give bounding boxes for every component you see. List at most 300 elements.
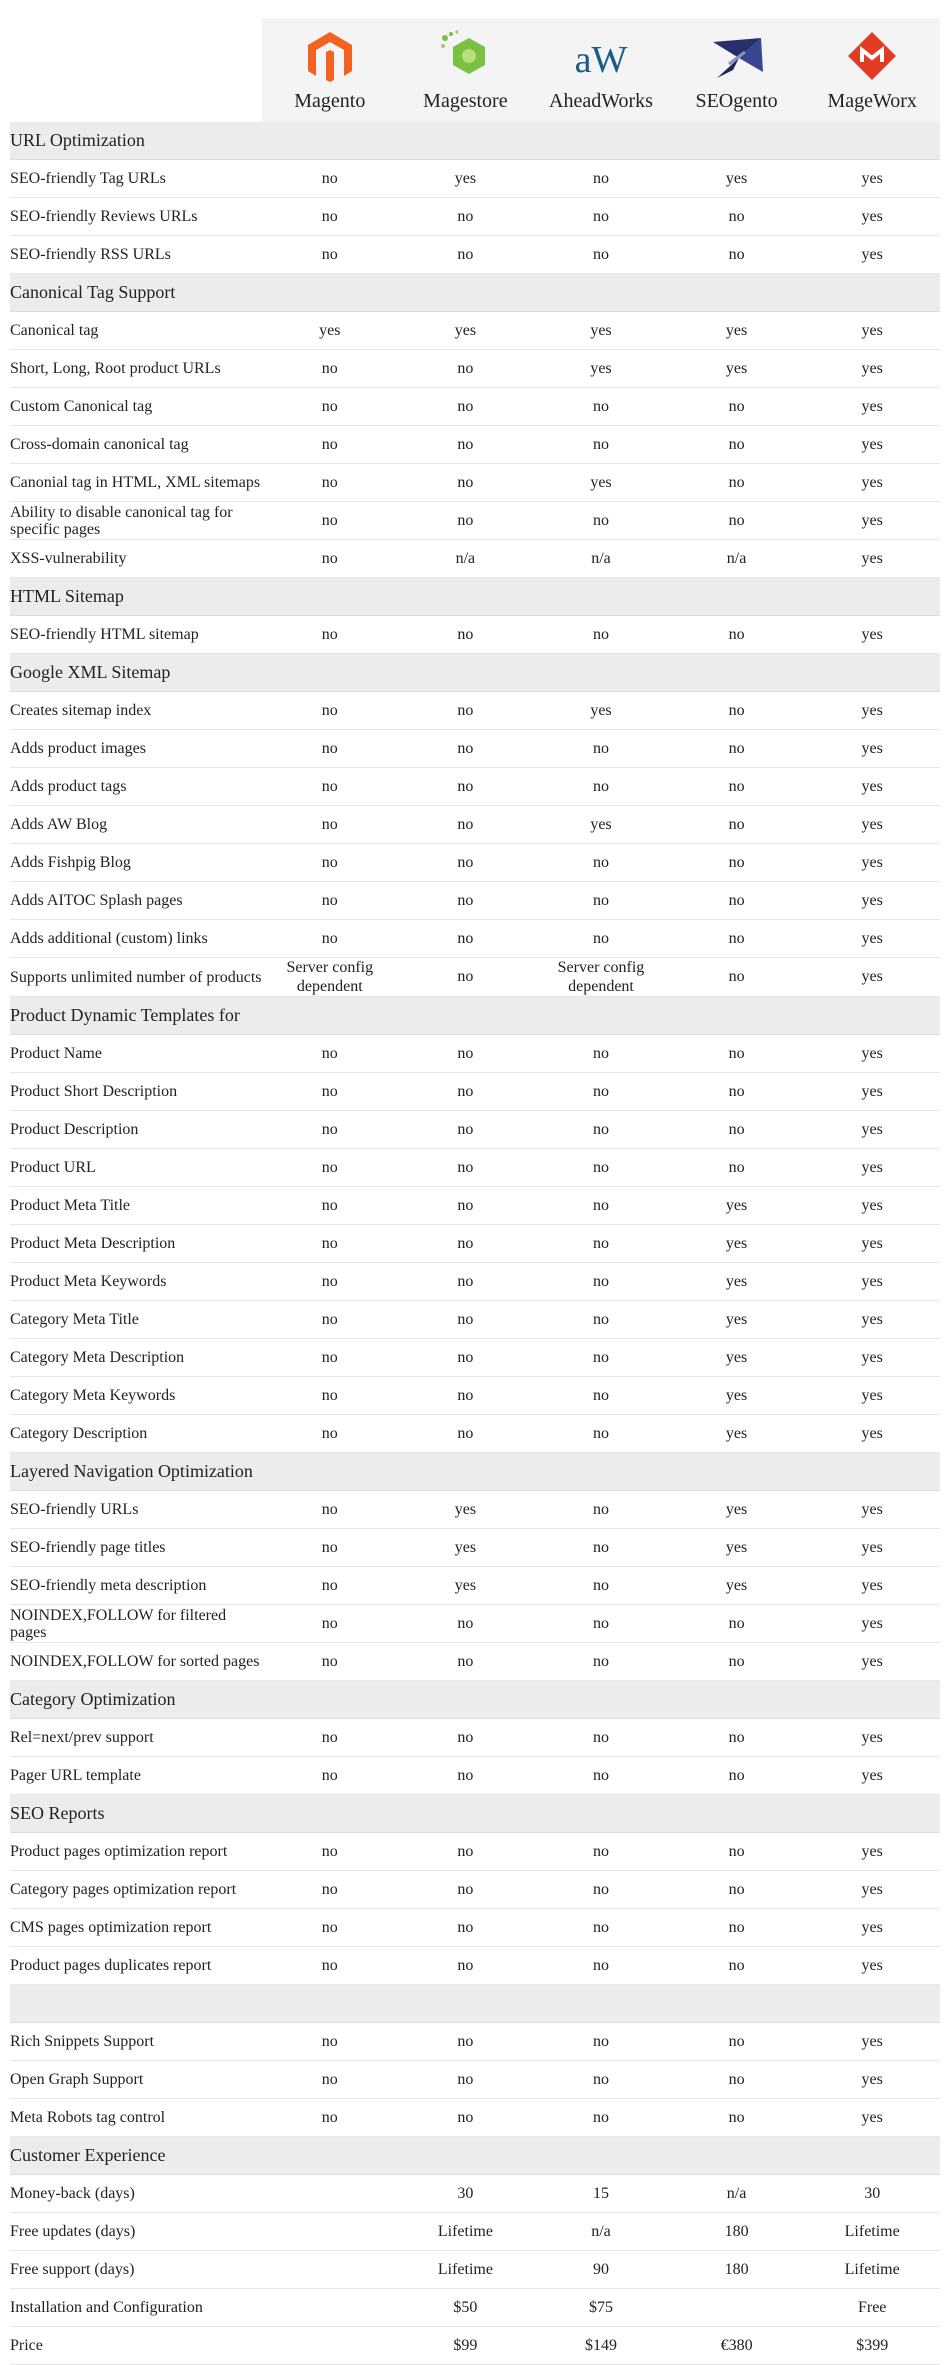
value-cell-seogento: no (669, 1909, 805, 1947)
value-cell-aheadworks: no (533, 1035, 669, 1073)
value-cell-mageworx: yes (804, 882, 940, 920)
feature-label: Category Meta Description (10, 1339, 262, 1377)
value-cell-magento: no (262, 426, 398, 464)
feature-row (10, 1149, 940, 1187)
value-cell-mageworx: yes (804, 1301, 940, 1339)
value-cell-magento: no (262, 882, 398, 920)
value-cell-magento: no (262, 1225, 398, 1263)
value-cell-magento: no (262, 1947, 398, 1985)
value-cell-magestore: no (398, 236, 534, 274)
value-cell-aheadworks: no (533, 844, 669, 882)
value-cell-mageworx: yes (804, 312, 940, 350)
section-title: URL Optimization (10, 122, 940, 160)
value-cell-seogento: no (669, 768, 805, 806)
value-cell-seogento: no (669, 1719, 805, 1757)
section-header-row (10, 274, 940, 312)
feature-label: Product Meta Description (10, 1225, 262, 1263)
value-cell-magento: no (262, 1833, 398, 1871)
value-cell-seogento: no (669, 1073, 805, 1111)
feature-label: Product pages optimization report (10, 1833, 262, 1871)
vendor-name: AheadWorks (549, 89, 653, 112)
feature-label: XSS-vulnerability (10, 540, 262, 578)
feature-row (10, 1643, 940, 1681)
value-cell-aheadworks: no (533, 426, 669, 464)
section-title: Customer Experience (10, 2137, 940, 2175)
value-cell-seogento: no (669, 2099, 805, 2137)
value-cell-mageworx: yes (804, 1339, 940, 1377)
feature-row (10, 2289, 940, 2327)
value-cell-aheadworks: no (533, 1719, 669, 1757)
section-title: Category Optimization (10, 1681, 940, 1719)
value-cell-magestore: no (398, 464, 534, 502)
value-cell-mageworx: yes (804, 1909, 940, 1947)
feature-label: Product Meta Title (10, 1187, 262, 1225)
value-cell-seogento: yes (669, 312, 805, 350)
value-cell-aheadworks: no (533, 1757, 669, 1795)
vendor-seogento (669, 18, 805, 122)
value-cell-magento: no (262, 160, 398, 198)
feature-label: Product URL (10, 1149, 262, 1187)
feature-row (10, 616, 940, 654)
feature-row (10, 1301, 940, 1339)
value-cell-mageworx: Free (804, 2289, 940, 2327)
value-cell-magestore: no (398, 1833, 534, 1871)
value-cell-magestore: no (398, 1605, 534, 1643)
value-cell-seogento: no (669, 236, 805, 274)
value-cell-aheadworks: no (533, 1567, 669, 1605)
feature-row (10, 806, 940, 844)
value-cell-aheadworks: yes (533, 806, 669, 844)
vendor-aheadworks (533, 18, 669, 122)
value-cell-magestore: yes (398, 312, 534, 350)
value-cell-aheadworks: no (533, 1529, 669, 1567)
value-cell-magestore: no (398, 1871, 534, 1909)
value-cell-magestore: no (398, 730, 534, 768)
feature-row (10, 1909, 940, 1947)
aheadworks-logo-icon (573, 28, 629, 84)
value-cell-mageworx: yes (804, 920, 940, 958)
value-cell-magento: no (262, 2061, 398, 2099)
value-cell-aheadworks: no (533, 616, 669, 654)
value-cell-mageworx: yes (804, 1567, 940, 1605)
value-cell-seogento: no (669, 388, 805, 426)
feature-label: Canonical tag (10, 312, 262, 350)
value-cell-seogento: yes (669, 1567, 805, 1605)
value-cell-magestore: no (398, 1415, 534, 1453)
value-cell-aheadworks: yes (533, 464, 669, 502)
feature-row (10, 1035, 940, 1073)
section-header-row (10, 1453, 940, 1491)
vendor-name: Magento (294, 89, 366, 112)
value-cell-seogento: n/a (669, 2175, 805, 2213)
value-cell-seogento: no (669, 616, 805, 654)
value-cell-magento: no (262, 1187, 398, 1225)
value-cell-seogento: yes (669, 1377, 805, 1415)
value-cell-magestore: no (398, 844, 534, 882)
value-cell-magestore: no (398, 1947, 534, 1985)
value-cell-seogento: no (669, 1757, 805, 1795)
value-cell-magento (262, 2251, 398, 2289)
value-cell-magento: Server config dependent (262, 958, 398, 997)
comparison-table (10, 18, 940, 2365)
feature-label: SEO-friendly URLs (10, 1491, 262, 1529)
value-cell-magestore: no (398, 958, 534, 997)
value-cell-mageworx: yes (804, 1415, 940, 1453)
value-cell-seogento: no (669, 198, 805, 236)
value-cell-seogento: no (669, 844, 805, 882)
feature-label: Free updates (days) (10, 2213, 262, 2251)
value-cell-magestore: no (398, 502, 534, 540)
value-cell-magestore: 30 (398, 2175, 534, 2213)
value-cell-seogento: no (669, 1111, 805, 1149)
value-cell-aheadworks: no (533, 198, 669, 236)
value-cell-mageworx: yes (804, 730, 940, 768)
feature-label: SEO-friendly Tag URLs (10, 160, 262, 198)
section-header-row (10, 578, 940, 616)
value-cell-seogento: no (669, 1833, 805, 1871)
section-title: Product Dynamic Templates for (10, 997, 940, 1035)
value-cell-magento: no (262, 1605, 398, 1643)
value-cell-mageworx: yes (804, 1111, 940, 1149)
value-cell-seogento: yes (669, 1187, 805, 1225)
header-blank (10, 18, 262, 122)
value-cell-magento: no (262, 1339, 398, 1377)
feature-label: Product Meta Keywords (10, 1263, 262, 1301)
value-cell-seogento (669, 2289, 805, 2327)
feature-row (10, 730, 940, 768)
feature-label: Installation and Configuration (10, 2289, 262, 2327)
value-cell-magestore: $99 (398, 2327, 534, 2365)
value-cell-aheadworks: $149 (533, 2327, 669, 2365)
feature-row (10, 1567, 940, 1605)
value-cell-seogento: yes (669, 350, 805, 388)
value-cell-aheadworks: no (533, 1111, 669, 1149)
feature-label: Adds AW Blog (10, 806, 262, 844)
feature-row (10, 2327, 940, 2365)
value-cell-magestore: no (398, 1301, 534, 1339)
value-cell-magestore: no (398, 692, 534, 730)
feature-row (10, 882, 940, 920)
feature-label: Ability to disable canonical tag for specific pages (10, 502, 262, 540)
value-cell-mageworx: 30 (804, 2175, 940, 2213)
value-cell-magento: no (262, 1149, 398, 1187)
value-cell-aheadworks: no (533, 1073, 669, 1111)
feature-label: Product pages duplicates report (10, 1947, 262, 1985)
value-cell-aheadworks: yes (533, 350, 669, 388)
feature-row (10, 1187, 940, 1225)
value-cell-magento: no (262, 768, 398, 806)
value-cell-mageworx: yes (804, 1149, 940, 1187)
value-cell-mageworx: yes (804, 1643, 940, 1681)
feature-row (10, 1833, 940, 1871)
vendor-header-row (10, 18, 940, 122)
value-cell-magestore: no (398, 198, 534, 236)
feature-label: NOINDEX,FOLLOW for filtered pages (10, 1605, 262, 1643)
value-cell-aheadworks: no (533, 2099, 669, 2137)
value-cell-magestore: no (398, 1377, 534, 1415)
feature-row (10, 1757, 940, 1795)
value-cell-aheadworks: no (533, 882, 669, 920)
value-cell-magestore: no (398, 2061, 534, 2099)
svg-text:aW: aW (574, 38, 628, 81)
vendor-mageworx (804, 18, 940, 122)
value-cell-magento: no (262, 388, 398, 426)
value-cell-mageworx: yes (804, 1225, 940, 1263)
feature-label: Product Description (10, 1111, 262, 1149)
value-cell-magestore: no (398, 1339, 534, 1377)
feature-row (10, 2061, 940, 2099)
feature-label: SEO-friendly HTML sitemap (10, 616, 262, 654)
value-cell-magento: no (262, 844, 398, 882)
feature-row (10, 312, 940, 350)
value-cell-seogento: 180 (669, 2251, 805, 2289)
value-cell-magento: no (262, 1377, 398, 1415)
vendor-name: Magestore (423, 89, 508, 112)
value-cell-mageworx: yes (804, 1605, 940, 1643)
mageworx-logo-icon (844, 28, 900, 84)
feature-row (10, 1415, 940, 1453)
value-cell-mageworx: yes (804, 1073, 940, 1111)
value-cell-magestore: no (398, 920, 534, 958)
feature-row (10, 692, 940, 730)
value-cell-magento: no (262, 1909, 398, 1947)
value-cell-seogento: no (669, 426, 805, 464)
feature-row (10, 464, 940, 502)
value-cell-mageworx: yes (804, 616, 940, 654)
value-cell-magento: no (262, 236, 398, 274)
value-cell-magestore: no (398, 350, 534, 388)
feature-row (10, 1073, 940, 1111)
feature-row (10, 502, 940, 540)
value-cell-seogento: yes (669, 1339, 805, 1377)
value-cell-magento: no (262, 806, 398, 844)
value-cell-seogento: no (669, 882, 805, 920)
value-cell-magestore: no (398, 1719, 534, 1757)
value-cell-magestore: yes (398, 1567, 534, 1605)
vendor-name: MageWorx (827, 89, 917, 112)
value-cell-aheadworks: 15 (533, 2175, 669, 2213)
feature-label: SEO-friendly RSS URLs (10, 236, 262, 274)
section-title: Canonical Tag Support (10, 274, 940, 312)
value-cell-aheadworks: no (533, 1643, 669, 1681)
value-cell-seogento: no (669, 806, 805, 844)
feature-row (10, 2099, 940, 2137)
value-cell-aheadworks: no (533, 1947, 669, 1985)
section-title: SEO Reports (10, 1795, 940, 1833)
value-cell-seogento: no (669, 2061, 805, 2099)
value-cell-aheadworks: no (533, 236, 669, 274)
feature-row (10, 1947, 940, 1985)
feature-row (10, 920, 940, 958)
feature-row (10, 1263, 940, 1301)
feature-row (10, 2023, 940, 2061)
value-cell-magestore: no (398, 806, 534, 844)
value-cell-aheadworks: no (533, 2023, 669, 2061)
feature-label: Open Graph Support (10, 2061, 262, 2099)
vendor-magestore (398, 18, 534, 122)
value-cell-mageworx: yes (804, 502, 940, 540)
feature-label: SEO-friendly page titles (10, 1529, 262, 1567)
value-cell-aheadworks: no (533, 1301, 669, 1339)
value-cell-magestore: no (398, 1149, 534, 1187)
value-cell-seogento: 180 (669, 2213, 805, 2251)
value-cell-mageworx: Lifetime (804, 2213, 940, 2251)
value-cell-seogento: yes (669, 1491, 805, 1529)
value-cell-magestore: Lifetime (398, 2213, 534, 2251)
value-cell-aheadworks: no (533, 1833, 669, 1871)
section-title: Google XML Sitemap (10, 654, 940, 692)
value-cell-mageworx: yes (804, 2061, 940, 2099)
section-header-row (10, 997, 940, 1035)
value-cell-aheadworks: n/a (533, 2213, 669, 2251)
feature-row (10, 1339, 940, 1377)
feature-label: Free support (days) (10, 2251, 262, 2289)
feature-label: Rich Snippets Support (10, 2023, 262, 2061)
value-cell-magento: no (262, 1111, 398, 1149)
value-cell-magestore: yes (398, 1529, 534, 1567)
feature-label: Supports unlimited number of products (10, 958, 262, 997)
value-cell-aheadworks: 90 (533, 2251, 669, 2289)
feature-label: SEO-friendly Reviews URLs (10, 198, 262, 236)
value-cell-magestore: yes (398, 1491, 534, 1529)
feature-label: Short, Long, Root product URLs (10, 350, 262, 388)
value-cell-mageworx: yes (804, 426, 940, 464)
value-cell-mageworx: yes (804, 1757, 940, 1795)
value-cell-mageworx: $399 (804, 2327, 940, 2365)
value-cell-magestore: Lifetime (398, 2251, 534, 2289)
value-cell-seogento: no (669, 1643, 805, 1681)
value-cell-mageworx: yes (804, 958, 940, 997)
value-cell-magestore: no (398, 426, 534, 464)
feature-label: Category Meta Keywords (10, 1377, 262, 1415)
value-cell-magento: yes (262, 312, 398, 350)
feature-label: Canonial tag in HTML, XML sitemaps (10, 464, 262, 502)
value-cell-magestore: no (398, 1643, 534, 1681)
value-cell-mageworx: yes (804, 2023, 940, 2061)
feature-label: Meta Robots tag control (10, 2099, 262, 2137)
value-cell-aheadworks: no (533, 1605, 669, 1643)
feature-row (10, 160, 940, 198)
value-cell-magento: no (262, 1035, 398, 1073)
section-header-row (10, 1681, 940, 1719)
feature-row (10, 1719, 940, 1757)
feature-label: Adds AITOC Splash pages (10, 882, 262, 920)
feature-label: Category Description (10, 1415, 262, 1453)
value-cell-magento: no (262, 616, 398, 654)
feature-row (10, 844, 940, 882)
value-cell-magento (262, 2289, 398, 2327)
value-cell-seogento: no (669, 1035, 805, 1073)
value-cell-aheadworks: no (533, 1149, 669, 1187)
value-cell-seogento: yes (669, 1301, 805, 1339)
value-cell-mageworx: yes (804, 198, 940, 236)
value-cell-magento: no (262, 1073, 398, 1111)
value-cell-aheadworks: no (533, 1377, 669, 1415)
feature-label: Price (10, 2327, 262, 2365)
value-cell-magestore: no (398, 1263, 534, 1301)
value-cell-seogento: no (669, 502, 805, 540)
value-cell-mageworx: Lifetime (804, 2251, 940, 2289)
value-cell-aheadworks: no (533, 1415, 669, 1453)
feature-label: Pager URL template (10, 1757, 262, 1795)
value-cell-magestore: no (398, 616, 534, 654)
feature-label: Adds product images (10, 730, 262, 768)
value-cell-seogento: no (669, 2023, 805, 2061)
value-cell-aheadworks: no (533, 1225, 669, 1263)
value-cell-aheadworks: yes (533, 312, 669, 350)
magento-logo-icon (302, 28, 358, 84)
value-cell-magento: no (262, 2023, 398, 2061)
feature-label: Product Name (10, 1035, 262, 1073)
value-cell-magento: no (262, 1301, 398, 1339)
section-header-row (10, 1795, 940, 1833)
value-cell-aheadworks: Server config dependent (533, 958, 669, 997)
value-cell-mageworx: yes (804, 1263, 940, 1301)
value-cell-magestore: no (398, 388, 534, 426)
value-cell-magento: no (262, 692, 398, 730)
feature-row (10, 2213, 940, 2251)
section-title: Layered Navigation Optimization (10, 1453, 940, 1491)
value-cell-magento: no (262, 1529, 398, 1567)
feature-row (10, 1111, 940, 1149)
feature-row (10, 768, 940, 806)
section-header-row (10, 122, 940, 160)
value-cell-aheadworks: no (533, 502, 669, 540)
value-cell-seogento: no (669, 1871, 805, 1909)
value-cell-aheadworks: no (533, 1871, 669, 1909)
value-cell-aheadworks: n/a (533, 540, 669, 578)
value-cell-magento: no (262, 1719, 398, 1757)
value-cell-seogento: yes (669, 1225, 805, 1263)
value-cell-magestore: no (398, 1187, 534, 1225)
value-cell-mageworx: yes (804, 768, 940, 806)
feature-row (10, 1529, 940, 1567)
value-cell-magento: no (262, 2099, 398, 2137)
feature-label: CMS pages optimization report (10, 1909, 262, 1947)
feature-row (10, 236, 940, 274)
feature-label: Category pages optimization report (10, 1871, 262, 1909)
value-cell-mageworx: yes (804, 1947, 940, 1985)
feature-label: Adds additional (custom) links (10, 920, 262, 958)
value-cell-aheadworks: no (533, 1909, 669, 1947)
feature-row (10, 540, 940, 578)
feature-label: Adds product tags (10, 768, 262, 806)
feature-row (10, 2251, 940, 2289)
value-cell-magestore: $50 (398, 2289, 534, 2327)
value-cell-magestore: yes (398, 160, 534, 198)
feature-label: Rel=next/prev support (10, 1719, 262, 1757)
feature-label: Product Short Description (10, 1073, 262, 1111)
value-cell-aheadworks: no (533, 1339, 669, 1377)
section-title (10, 1985, 940, 2023)
value-cell-magento: no (262, 502, 398, 540)
value-cell-seogento: yes (669, 160, 805, 198)
value-cell-magento (262, 2213, 398, 2251)
value-cell-aheadworks: yes (533, 692, 669, 730)
value-cell-magento: no (262, 198, 398, 236)
value-cell-seogento: no (669, 692, 805, 730)
feature-row (10, 1871, 940, 1909)
value-cell-mageworx: yes (804, 1719, 940, 1757)
value-cell-aheadworks: no (533, 160, 669, 198)
value-cell-magento: no (262, 1757, 398, 1795)
value-cell-seogento: no (669, 464, 805, 502)
feature-label: Creates sitemap index (10, 692, 262, 730)
feature-row (10, 350, 940, 388)
value-cell-aheadworks: no (533, 730, 669, 768)
value-cell-magestore: no (398, 1225, 534, 1263)
section-title: HTML Sitemap (10, 578, 940, 616)
